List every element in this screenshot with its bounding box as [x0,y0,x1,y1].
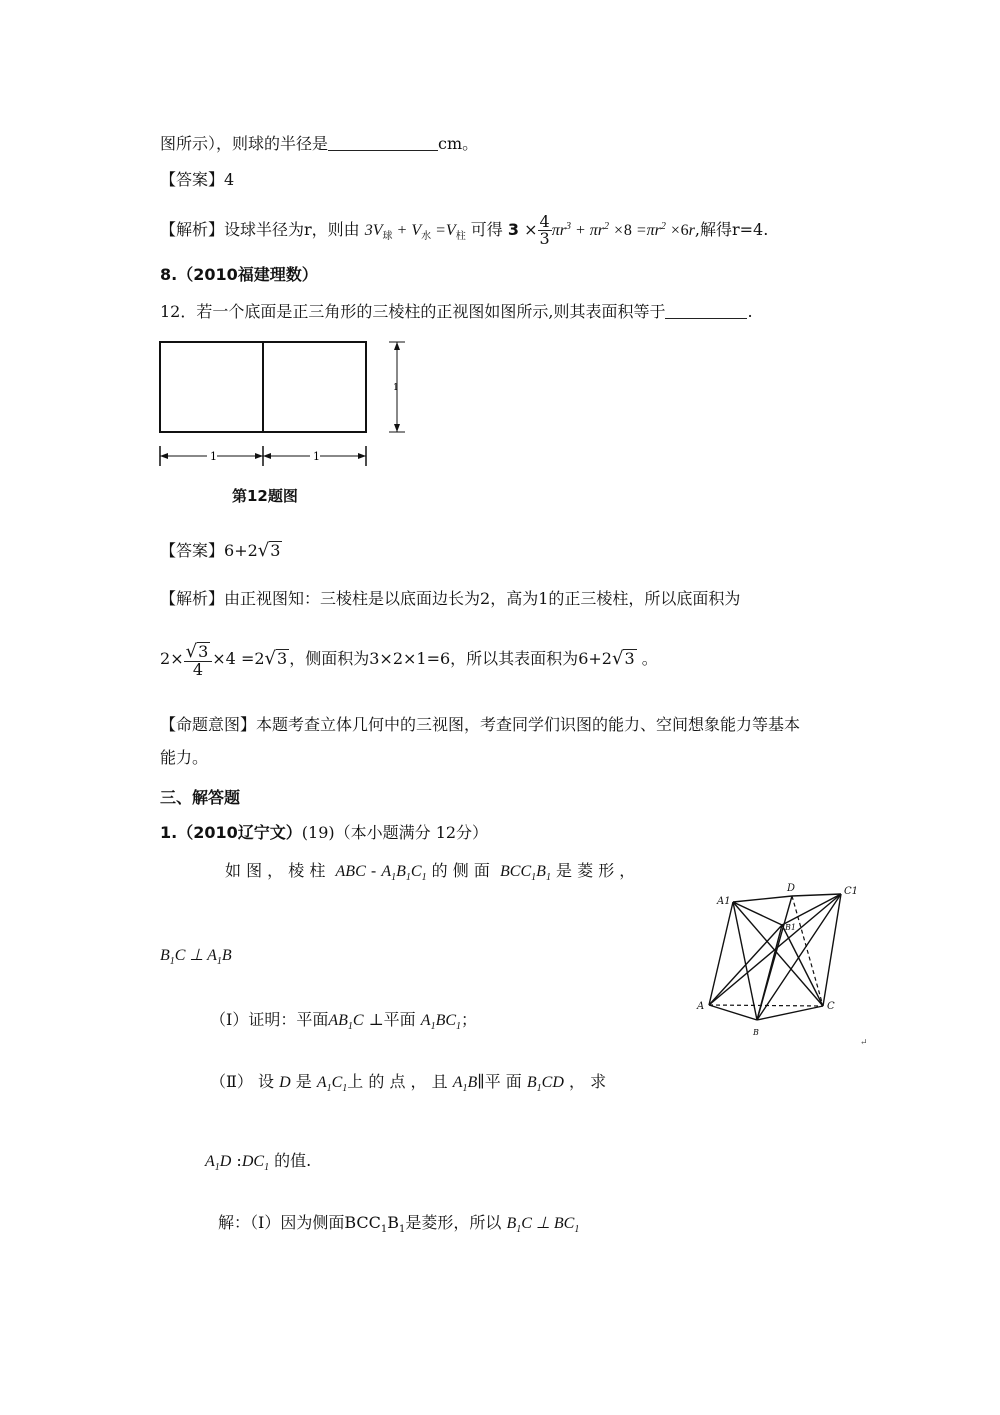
edge-a-b [709,1005,757,1020]
fraction-4-3: $\frac{4}{3}$ [539,212,550,248]
part-2: （Ⅱ） 设 D 是 $A_1C_1$上 的 点 ， 且 $A_1B\parallel$平 面 $B_1CD$ ， 求 [210,1072,607,1094]
explanation-2-formula: 2× $\frac{√3}{4}$ ×4 =2√3 ，侧面积为3×2×1=6，所以其表面积为6+2√3 。 [160,640,658,679]
question-8-title: 8.（2010福建理数） [160,265,318,284]
explanation-2: 【解析】由正视图知：三棱柱是以底面边长为2，高为1的正三棱柱，所以底面积为 [160,589,741,608]
section-3-title: 三、解答题 [160,788,241,807]
diag-b-d [757,896,792,1020]
edge-c1-c [823,894,841,1006]
edge-d-c1 [792,894,841,896]
answer-1 [160,169,234,191]
unit: cm。 [438,134,479,153]
label-d: D [787,883,796,894]
dim-right-label: 1 [313,450,320,463]
figure-12-front-view [150,330,420,475]
explanation-label: 【解析】 [160,220,225,239]
answer-label: 【答案】 [160,170,225,189]
label-c1: C1 [844,886,859,897]
formula: $3V_球 + V_水 =V_柱$ [364,222,466,242]
answer-value: 4 [224,170,235,189]
label-b1: B1 [785,923,796,932]
hidden-edge-a-c [709,1005,823,1006]
edge-a1-d [733,896,792,902]
return-mark: ↵ [860,1038,868,1048]
figure-12-caption: 第12题图 [232,487,298,505]
label-a: A [697,1001,705,1012]
question-intent: 【命题意图】本题考查立体几何中的三视图，考查同学们识图的能力、空间想象能力等基本 [160,715,801,734]
diag-a1-b [733,902,757,1020]
solution-part-1: 解：（Ⅰ）因为侧面$BCC_1B_1$是菱形，所以 $B_1C$ ⊥ $BC_1$ [218,1213,580,1235]
label-c: C [827,1001,835,1012]
diag-a1-c [733,902,823,1006]
label-a1: A1 [717,896,731,907]
answer-blank [328,136,438,151]
answer-blank [665,304,747,319]
diag-a-c1 [709,894,841,1005]
explanation-text: 设球半径为r，则由 [224,220,360,239]
part-1: （Ⅰ）证明：平面$AB_1C$ ⊥平面 $A_1BC_1$； [210,1010,478,1032]
edge-b-c [757,1006,823,1020]
dim-left-label: 1 [210,450,217,463]
condition-b1c-perp-a1b: $B_1C$ ⊥ $A_1B$ [160,947,232,967]
label-b: B [753,1028,759,1037]
answer-2: 【答案】6+2√3 [160,540,281,561]
line-sphere-radius [160,133,478,155]
dim-side-label: 1 [393,383,399,393]
text: 图所示），则球的半径是 [160,134,329,153]
fraction-sqrt3-4: $\frac{√3}{4}$ [184,642,213,678]
question-12: 12．若一个底面是正三角形的三棱柱的正视图如图所示,则其表面积等于 . [160,302,753,321]
keyi: 可得 [470,220,503,239]
part-2-cont: $A_1D$ $:DC_1$ 的值. [205,1151,312,1173]
sqrt-3: 3 [270,541,281,560]
figure-prism [695,880,895,1050]
question-1-body: 如 图 ， 棱 柱 ABC - $A_1B_1C_1$ 的 侧 面 $BCC_1B_1$ 是 菱 形 ， [225,861,636,883]
explanation-1: 【解析】设球半径为r，则由 $3V_球 + V_水 =V_柱$ 可得 3 × $\frac{4}{3}$ $\pi r^3 + \pi r^2 \times 8 =\pi r^2 \times 6r$,解得r=4. [160,212,769,248]
question-intent-cont: 能力。 [160,748,209,767]
question-1-title: 1.（2010辽宁文）(19)（本小题满分 12分） [160,823,489,842]
edge-a1-b1 [733,902,782,925]
edge-a1-a [709,902,733,1005]
